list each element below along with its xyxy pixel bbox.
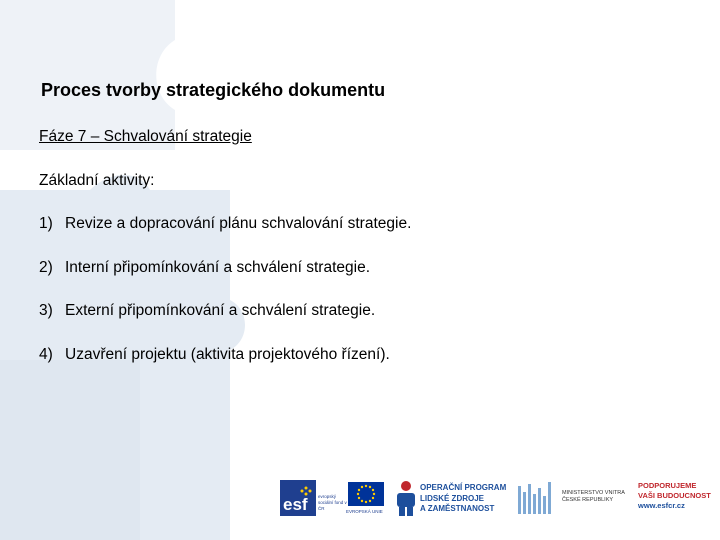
ministry-line-2: ČESKÉ REPUBLIKY [562, 497, 614, 503]
activity-item [39, 215, 411, 233]
activity-text: Interní připomínkování a schválení strategie. [65, 259, 370, 276]
activity-number: 4) [39, 346, 53, 363]
eu-flag-icon [348, 482, 384, 506]
op-line-2: LIDSKÉ ZDROJE [420, 493, 485, 503]
activity-number: 3) [39, 302, 53, 319]
op-line-1: OPERAČNÍ PROGRAM [420, 483, 507, 492]
activity-text: Uzavření projektu (aktivita projektového řízení). [65, 346, 390, 363]
op-figure-icon [394, 480, 418, 516]
support-line-1: PODPORUJEME [638, 481, 697, 490]
support-url: www.esfcr.cz [638, 501, 685, 510]
svg-text:esf: esf [283, 495, 308, 514]
support-slogan [638, 481, 711, 511]
phase-heading: Fáze 7 – Schvalování strategie [39, 128, 252, 145]
op-line-3: A ZAMĚSTNANOST [420, 504, 495, 513]
esf-logo-icon [280, 480, 316, 516]
esf-logo-text: evropský sociální fond v ČR [318, 494, 347, 511]
activity-number: 1) [39, 215, 53, 232]
eu-logo-text: EVROPSKÁ UNIE [346, 509, 383, 514]
basic-activities-label: Základní aktivity: [39, 172, 155, 189]
activity-item [39, 259, 370, 277]
activity-number: 2) [39, 259, 53, 276]
ministry-logo-icon [516, 480, 556, 516]
ministry-logo-text [562, 490, 625, 504]
support-line-2: VAŠI BUDOUCNOST [638, 491, 711, 500]
activity-item [39, 346, 390, 364]
sponsor-logos [278, 476, 718, 522]
page-title: Proces tvorby strategického dokumentu [41, 80, 386, 100]
ministry-line-1: MINISTERSTVO VNITRA [562, 490, 625, 496]
op-logo-text [420, 483, 506, 515]
activity-text: Externí připomínkování a schválení strategie. [65, 302, 376, 319]
activity-text: Revize a dopracování plánu schvalování strategie. [65, 215, 412, 232]
activity-item [39, 302, 375, 320]
